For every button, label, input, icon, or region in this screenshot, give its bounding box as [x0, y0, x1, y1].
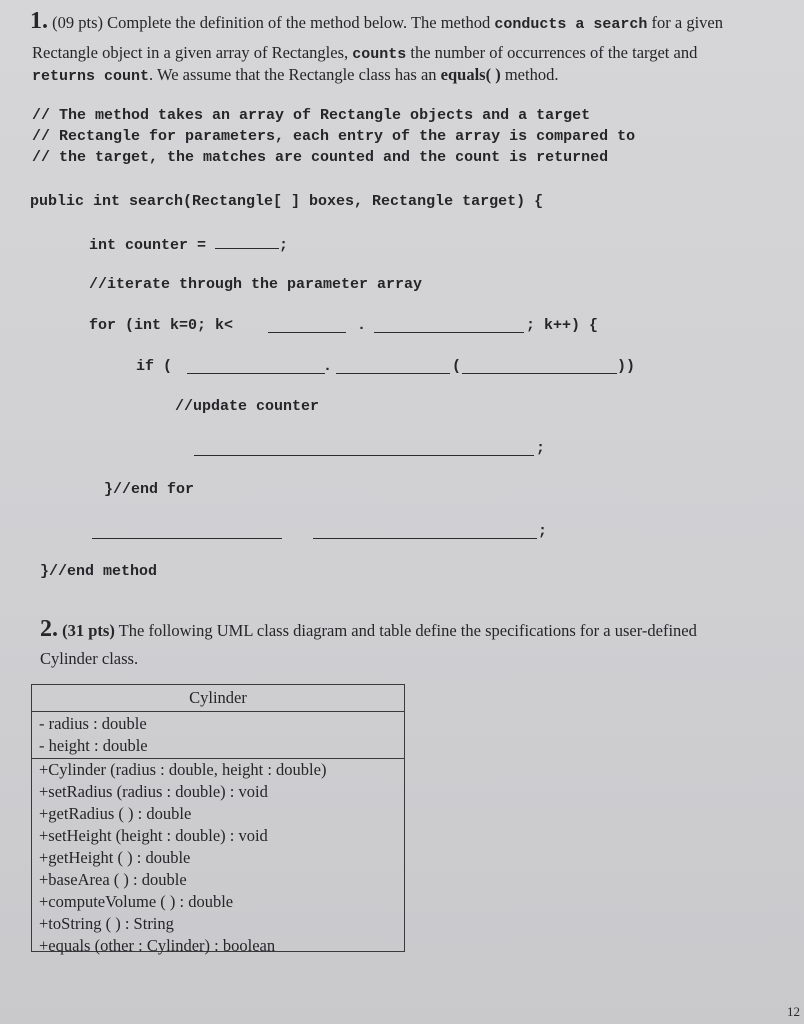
update-statement-blank[interactable] [194, 441, 534, 456]
q1-text-3a: returns count [32, 68, 150, 85]
semicolon: ; [279, 237, 289, 254]
q1-line-3 [32, 65, 558, 85]
code-comment-2: // Rectangle for parameters, each entry of the array is compared to [32, 128, 636, 145]
uml-method: +setHeight (height : double) : void [39, 826, 268, 845]
uml-method: +getHeight ( ) : double [39, 848, 191, 867]
uml-attribute: - radius : double [39, 714, 147, 733]
update-comment: //update counter [175, 398, 320, 415]
for-dot: . [357, 317, 367, 334]
q1-points: (09 pts) [52, 13, 103, 32]
q2-number: 2. [40, 616, 58, 642]
counter-decl-text: int counter = [89, 237, 207, 254]
uml-method: +Cylinder (radius : double, height : double) [39, 760, 327, 779]
q1-text-1a: Complete the definition of the method below. The method [107, 13, 495, 32]
if-method-blank[interactable] [336, 359, 450, 374]
if-argument-blank[interactable] [462, 359, 617, 374]
end-for: }//end for [104, 481, 195, 498]
q1-text-1c: for a given [647, 13, 723, 32]
q2-text-1: The following UML class diagram and table define the specifications for a user-defined [114, 621, 697, 640]
q1-text-2a: Rectangle object in a given array of Rectangles, [32, 43, 353, 62]
q2-heading-line [40, 616, 697, 643]
for-loop-start: for (int k=0; k< [89, 317, 234, 334]
return-semicolon: ; [538, 523, 548, 540]
q1-number: 1. [30, 8, 48, 34]
q1-line-2 [32, 43, 697, 63]
for-length-blank[interactable] [374, 318, 524, 333]
for-loop-end: ; k++) { [526, 317, 599, 334]
q1-text-2b: counts [352, 46, 407, 63]
q1-text-2c: the number of occurrences of the target and [406, 43, 698, 62]
uml-methods [32, 759, 404, 957]
q2-points: (31 pts) [62, 621, 115, 640]
uml-method: +baseArea ( ) : double [39, 870, 187, 889]
code-comment-3: // the target, the matches are counted and the count is returned [32, 149, 609, 166]
q1-text-3b: . We assume that the Rectangle class has an [149, 65, 441, 84]
if-element-blank[interactable] [187, 359, 325, 374]
uml-method: +computeVolume ( ) : double [39, 892, 234, 911]
q2-line-2: Cylinder class. [40, 649, 139, 668]
if-dot: . [323, 358, 333, 375]
uml-class-name: Cylinder [32, 685, 404, 712]
return-keyword-blank[interactable] [92, 524, 282, 539]
uml-method: +equals (other : Cylinder) : boolean [39, 936, 276, 955]
return-value-blank[interactable] [313, 524, 537, 539]
counter-declaration [89, 234, 288, 254]
iterate-comment: //iterate through the parameter array [89, 276, 423, 293]
page-number: 12 [787, 1004, 800, 1019]
q1-text-3d: method. [500, 65, 559, 84]
uml-attributes [32, 712, 404, 759]
end-method: }//end method [40, 563, 158, 580]
uml-method: +toString ( ) : String [39, 914, 174, 933]
if-close-parens: )) [617, 358, 636, 375]
uml-method: +getRadius ( ) : double [39, 804, 192, 823]
q1-text-3c: equals( ) [440, 65, 501, 84]
uml-class-diagram [31, 684, 405, 955]
update-semicolon: ; [536, 440, 546, 457]
code-comment-1: // The method takes an array of Rectangle objects and a target [32, 107, 591, 124]
uml-attribute: - height : double [39, 736, 148, 755]
q1-text-1b: conducts a search [494, 16, 648, 33]
for-array-blank[interactable] [268, 318, 346, 333]
if-open-paren: ( [452, 358, 462, 375]
counter-init-blank[interactable] [215, 234, 279, 249]
q1-heading-line [30, 8, 723, 35]
method-signature: public int search(Rectangle[ ] boxes, Rectangle target) { [30, 193, 544, 210]
if-start: if ( [136, 358, 173, 375]
uml-method: +setRadius (radius : double) : void [39, 782, 268, 801]
